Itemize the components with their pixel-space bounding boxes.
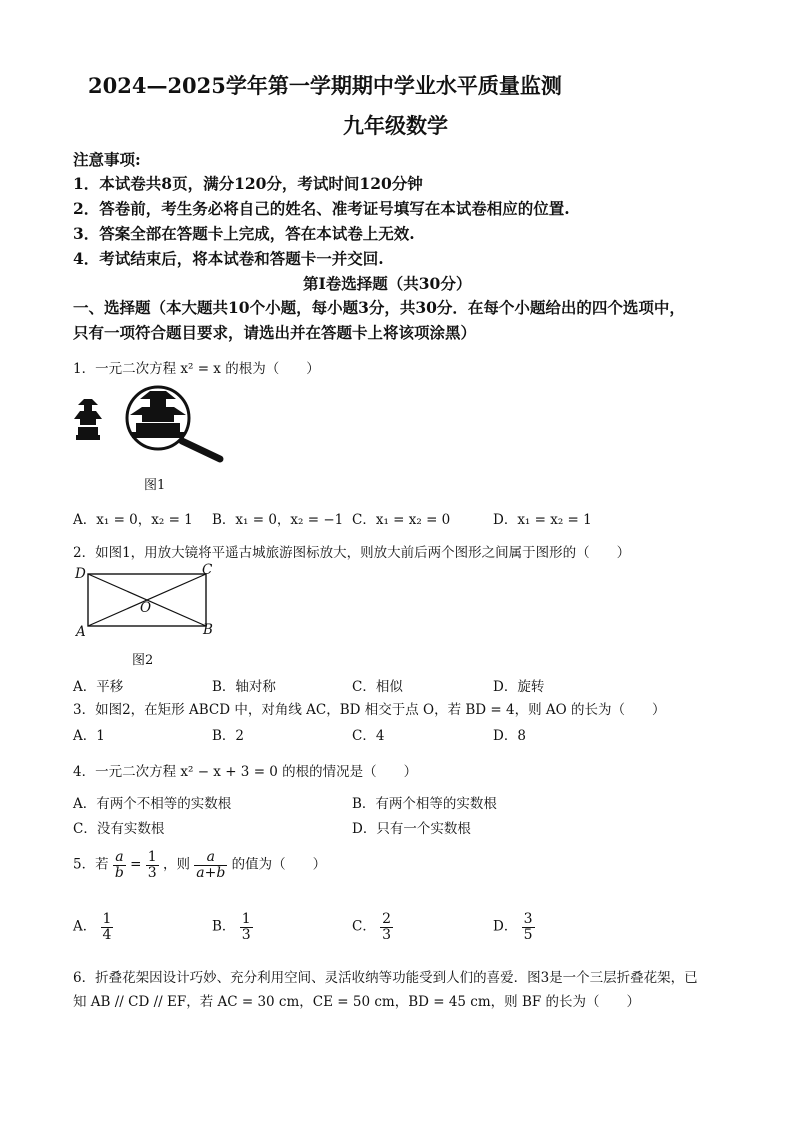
figure-1-magnifier <box>70 385 240 465</box>
q5-val-num: 1 <box>147 849 157 865</box>
large-tower-icon <box>130 391 186 438</box>
q5-equals: = <box>130 856 142 873</box>
q4-option-a: A．有两个不相等的实数根 <box>73 796 232 812</box>
small-tower-icon <box>74 399 102 440</box>
q3-stem: 3．如图2，在矩形 ABCD 中，对角线 AC，BD 相交于点 O，若 BD = 4，则 AO 的长为（ ） <box>73 702 666 718</box>
q5-mid: ，则 <box>162 856 190 873</box>
q5-option-b <box>212 912 253 942</box>
q2-option-c: C．相似 <box>352 679 403 695</box>
q1-option-b: B．x₁ = 0，x₂ = −1 <box>212 512 344 528</box>
figure-2-label-o: O <box>140 600 152 616</box>
q5-expr-fraction <box>194 850 227 880</box>
q5-stem <box>73 850 326 880</box>
q5-option-c <box>352 912 393 942</box>
figure-2-label-a: A <box>76 624 86 640</box>
q4-option-c: C．没有实数根 <box>73 821 165 837</box>
q5-cond-num: a <box>113 850 126 866</box>
section1-title: 第Ⅰ卷选择题（共30分） <box>303 274 472 293</box>
q5-cond-den: b <box>114 864 124 881</box>
figure-2-caption: 图2 <box>132 653 154 668</box>
q5-option-c-num: 2 <box>382 911 392 927</box>
q5-option-a <box>73 912 113 942</box>
q6-stem-line2: 知 AB // CD // EF，若 AC = 30 cm，CE = 50 cm，BD = 45 cm，则 BF 的长为（ ） <box>73 994 641 1010</box>
figure-2-label-c: C <box>202 562 213 578</box>
notice-item-4: 4．考试结束后，将本试卷和答题卡一并交回. <box>73 249 384 268</box>
q4-stem: 4．一元二次方程 x² − x + 3 = 0 的根的情况是（ ） <box>73 764 418 780</box>
q5-option-b-fraction <box>240 912 253 942</box>
figure-1-caption: 图1 <box>144 478 166 493</box>
q1-option-a: A．x₁ = 0，x₂ = 1 <box>73 512 193 528</box>
q3-option-b: B．2 <box>212 728 245 744</box>
q1-option-c: C．x₁ = x₂ = 0 <box>352 512 451 528</box>
q5-option-d-num: 3 <box>523 911 533 927</box>
q3-option-d: D．8 <box>493 728 526 744</box>
figure-2-label-d: D <box>75 566 86 582</box>
q5-option-b-letter: B． <box>212 918 236 935</box>
q5-option-c-letter: C． <box>352 918 376 935</box>
q5-option-d-den: 5 <box>523 926 533 943</box>
q5-option-a-letter: A． <box>73 918 97 935</box>
exam-subtitle: 九年级数学 <box>343 113 448 138</box>
q5-condition-fraction <box>113 850 126 880</box>
q4-option-b: B．有两个相等的实数根 <box>352 796 497 812</box>
q5-prefix: 5．若 <box>73 856 109 873</box>
q2-option-d: D．旋转 <box>493 679 545 695</box>
section1-instructions-line2: 只有一项符合题目要求，请选出并在答题卡上将该项涂黑） <box>73 323 477 342</box>
section1-instructions-line1: 一、选择题（本大题共10个小题，每小题3分，共30分．在每个小题给出的四个选项中， <box>73 298 685 317</box>
q6-stem-line1: 6．折叠花架因设计巧妙、充分利用空间、灵活收纳等功能受到人们的喜爱．图3是一个三层折叠花架，已 <box>73 970 698 986</box>
q3-option-a: A．1 <box>73 728 105 744</box>
q2-stem: 2．如图1，用放大镜将平遥古城旅游图标放大，则放大前后两个图形之间属于图形的（ ） <box>73 545 631 561</box>
q5-val-den: 3 <box>147 864 157 881</box>
q4-option-d: D．只有一个实数根 <box>352 821 471 837</box>
q5-option-a-num: 1 <box>102 911 112 927</box>
exam-title: 2024—2025学年第一学期期中学业水平质量监测 <box>88 73 562 98</box>
q5-option-b-num: 1 <box>241 911 251 927</box>
q5-suffix: 的值为（ ） <box>231 856 327 873</box>
q5-option-a-fraction <box>101 912 114 942</box>
q2-option-a: A．平移 <box>73 679 124 695</box>
q5-value-fraction <box>146 850 159 880</box>
notice-item-3: 3．答案全部在答题卡上完成，答在本试卷上无效. <box>73 224 415 243</box>
magnifier-handle <box>182 441 220 459</box>
q5-option-a-den: 4 <box>102 926 112 943</box>
q1-stem: 1．一元二次方程 x² = x 的根为（ ） <box>73 361 320 377</box>
q5-option-d <box>493 912 535 942</box>
notice-item-1: 1．本试卷共8页，满分120分，考试时间120分钟 <box>73 174 423 193</box>
notice-heading: 注意事项: <box>73 150 141 169</box>
q1-option-d: D．x₁ = x₂ = 1 <box>493 512 592 528</box>
q5-expr-den: a+b <box>196 864 226 881</box>
q5-expr-num: a <box>194 850 227 866</box>
q3-option-c: C．4 <box>352 728 385 744</box>
q2-option-b: B．轴对称 <box>212 679 276 695</box>
q5-option-c-den: 3 <box>382 926 392 943</box>
q5-option-b-den: 3 <box>241 926 251 943</box>
figure-2-label-b: B <box>203 622 213 638</box>
q5-option-d-fraction <box>522 912 535 942</box>
q5-option-c-fraction <box>380 912 393 942</box>
notice-item-2: 2．答卷前，考生务必将自己的姓名、准考证号填写在本试卷相应的位置. <box>73 199 570 218</box>
q5-option-d-letter: D． <box>493 918 518 935</box>
